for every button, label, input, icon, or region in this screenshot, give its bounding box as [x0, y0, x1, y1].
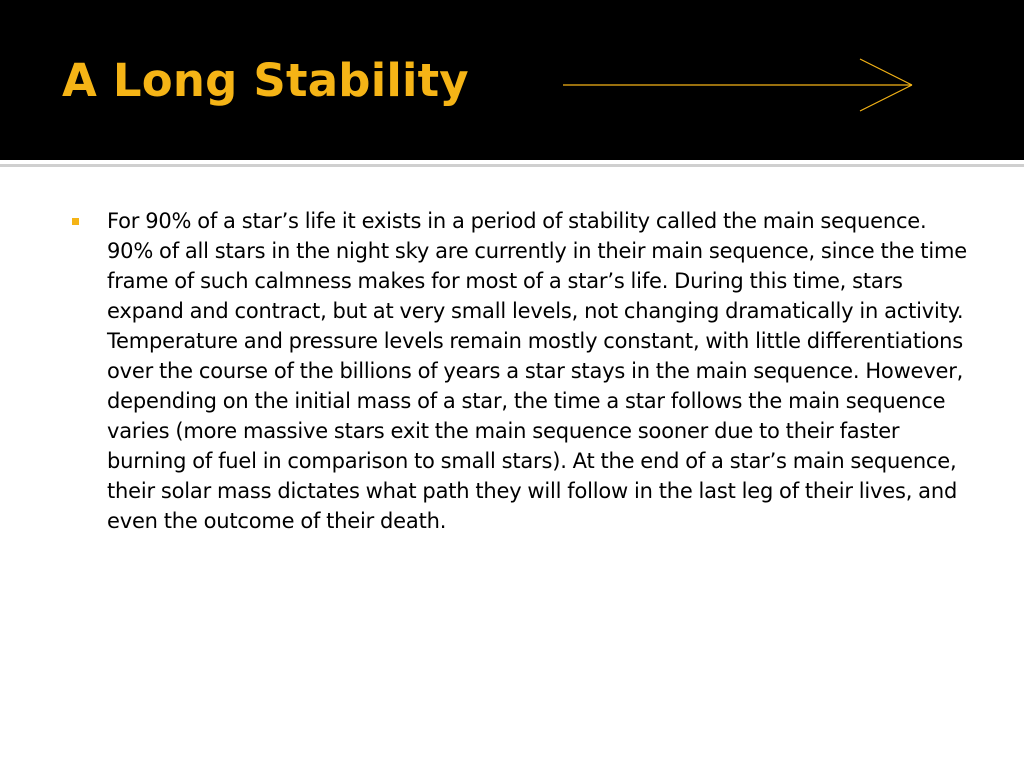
- bullet-text: For 90% of a star’s life it exists in a period of stability called the main sequence. 90% of all stars in the night sky are currently in their main sequence, since the time frame of such calmness makes for most of a star’s life. During this time, stars expand and contract, but at very small levels, not changing dramatically in activity. Temperature and pressure levels remain mostly constant, with little differentiations over the course of the billions of years a star stays in the main sequence. However, depending on the initial mass of a star, the time a star follows the main sequence varies (more massive stars exit the main sequence sooner due to their faster burning of fuel in comparison to small stars). At the end of a star’s main sequence, their solar mass dictates what path they will follow in the last leg of their lives, and even the outcome of their death.: [107, 209, 967, 533]
- title-bar: [0, 0, 1024, 160]
- right-arrow-icon: [560, 56, 920, 116]
- slide-title: A Long Stability: [62, 54, 469, 107]
- title-divider: [0, 164, 1024, 167]
- bullet-item: [72, 206, 972, 536]
- square-bullet-icon: [72, 218, 79, 225]
- slide-content: [72, 206, 972, 536]
